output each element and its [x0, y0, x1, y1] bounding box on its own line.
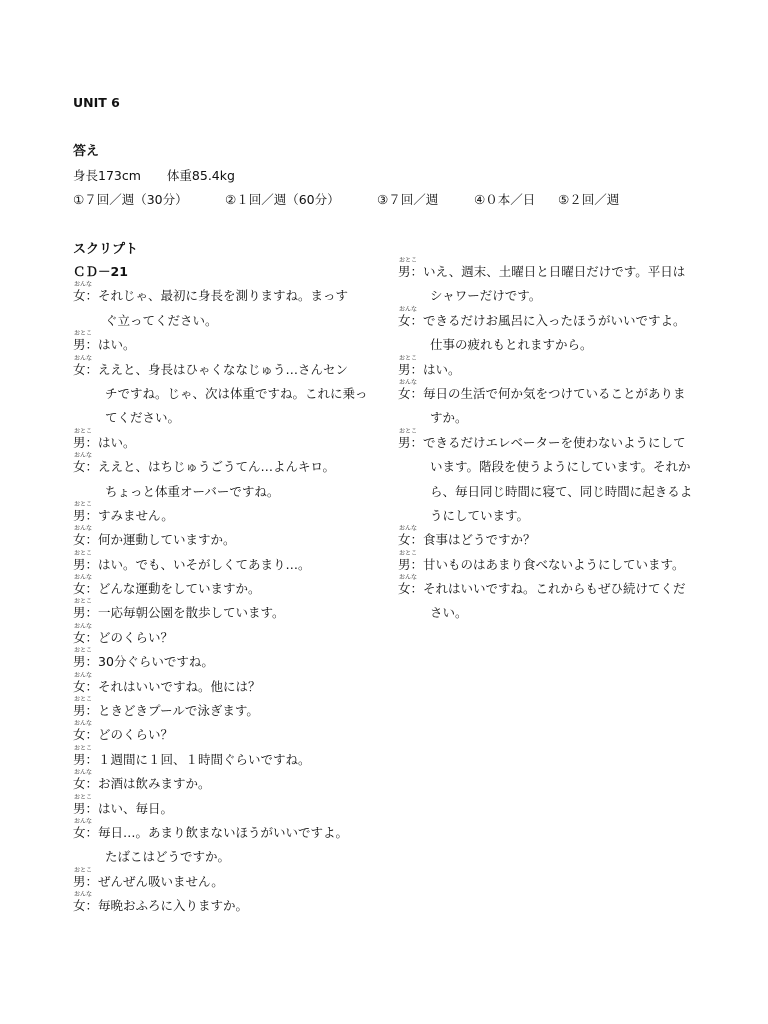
height-value: 173cm [98, 168, 141, 183]
script-line [73, 622, 383, 650]
script-line [398, 549, 698, 577]
speaker-furigana: おんな [74, 622, 93, 630]
script-line [73, 574, 383, 601]
line-text: てください。 [105, 410, 181, 426]
script-line [398, 601, 698, 625]
line-text: さい。 [430, 605, 468, 621]
answer-item: ②１回／週（60分） [225, 192, 340, 207]
line-text: ：ときどきプールで泳ぎます。 [85, 703, 259, 719]
line-text: ：できるだけお風呂に入ったほうがいいですよ。 [410, 312, 686, 328]
speaker-label: 女 [73, 361, 86, 377]
line-text: ：はい。 [85, 434, 136, 450]
line-text: ：それはいいですね。他には？ [85, 678, 261, 694]
script-line [73, 744, 383, 772]
line-text: ：ぜんぜん吸いません。 [85, 873, 224, 889]
weight-value: 85.4kg [191, 168, 235, 183]
speaker-label: 男 [73, 605, 86, 621]
speaker-furigana: おんな [399, 525, 418, 533]
speaker-furigana: おんな [74, 281, 93, 289]
cd-label: ＣＤ－21 [73, 264, 128, 279]
script-line [73, 525, 383, 552]
speaker-label: 男 [73, 507, 86, 523]
speaker-furigana: おとこ [74, 696, 93, 704]
script-line [398, 406, 698, 430]
answer-item: ⑤２回／週 [558, 192, 620, 207]
speaker-furigana: おんな [74, 525, 93, 533]
speaker-label: 女 [73, 459, 86, 475]
speaker-furigana: おんな [399, 378, 418, 386]
speaker-furigana: おとこ [399, 427, 418, 435]
speaker-label: 女 [73, 727, 86, 743]
speaker-furigana: おとこ [399, 549, 418, 557]
line-text: ちょっと体重オーバーですね。 [105, 483, 280, 499]
script-line [73, 549, 383, 577]
speaker-label: 男 [73, 703, 86, 719]
speaker-furigana: おとこ [74, 427, 93, 435]
script-line [73, 281, 383, 308]
script-line [73, 793, 383, 821]
speaker-label: 女 [398, 532, 411, 548]
script-line [73, 647, 383, 674]
line-text: ：１週間に１回、１時間ぐらいですね。 [85, 751, 311, 767]
speaker-furigana: おんな [74, 720, 93, 728]
line-text: います。階段を使うようにしています。それか [430, 459, 691, 475]
script-line [398, 257, 698, 284]
speaker-furigana: おんな [399, 305, 418, 313]
speaker-label: 女 [73, 581, 86, 597]
speaker-furigana: おとこ [74, 793, 93, 801]
script-line [73, 769, 383, 796]
speaker-furigana: おとこ [74, 549, 93, 557]
line-text: 仕事の疲れもとれますから。 [430, 337, 593, 353]
line-text: ：ええと、はちじゅうごうてん…よんキロ。 [85, 459, 336, 475]
speaker-label: 男 [398, 361, 411, 377]
script-line [73, 427, 383, 455]
script-line [73, 720, 383, 747]
speaker-label: 女 [73, 898, 86, 914]
line-text: すか。 [430, 410, 468, 426]
line-text: ：はい。でも、いそがしくてあまり…。 [85, 556, 311, 572]
speaker-label: 男 [73, 751, 86, 767]
script-line [73, 866, 383, 894]
weight-label: 体重 [166, 168, 192, 183]
line-text: ：はい。 [85, 337, 136, 353]
speaker-label: 女 [73, 288, 86, 304]
line-text: ：一応毎朝公園を散歩しています。 [85, 605, 285, 621]
line-text: ら、毎日同じ時間に寝て、同じ時間に起きるよ [430, 483, 693, 499]
speaker-furigana: おとこ [399, 257, 418, 264]
script-line [73, 382, 383, 406]
line-text: ：ええと、身長はひゃくななじゅう…さんセン [85, 361, 349, 377]
speaker-label: 男 [398, 264, 411, 279]
speaker-furigana: おんな [74, 817, 93, 825]
speaker-label: 男 [73, 800, 86, 816]
line-text: ：どのくらい？ [85, 629, 174, 645]
speaker-label: 女 [73, 532, 86, 548]
script-line [73, 500, 383, 528]
script-line [73, 309, 383, 333]
line-text: ：すみません。 [85, 507, 174, 523]
speaker-furigana: おとこ [74, 744, 93, 752]
speaker-furigana: おとこ [399, 354, 418, 362]
line-text: ：どんな運動をしていますか。 [85, 581, 261, 597]
line-text: ：できるだけエレベーターを使わないようにして [410, 434, 686, 450]
speaker-label: 男 [73, 434, 86, 450]
speaker-furigana: おんな [74, 671, 93, 679]
speaker-label: 女 [398, 581, 411, 597]
script-line [73, 354, 383, 382]
line-text: ：毎日…。あまり飲まないほうがいいですよ。 [85, 824, 349, 840]
line-text: ：30分ぐらいですね。 [85, 654, 214, 670]
answer-item: ①７回／週（30分） [73, 192, 188, 207]
line-text: ：いえ、週末、土曜日と日曜日だけです。平日は [410, 264, 686, 279]
speaker-label: 男 [398, 434, 411, 450]
script-line [398, 378, 698, 406]
speaker-furigana: おとこ [74, 500, 93, 508]
speaker-furigana: おとこ [74, 647, 93, 655]
speaker-label: 男 [73, 873, 86, 889]
speaker-label: 女 [73, 629, 86, 645]
script-line [398, 333, 698, 357]
speaker-furigana: おんな [74, 354, 93, 362]
speaker-furigana: おんな [74, 574, 93, 582]
height-label: 身長 [73, 168, 99, 183]
speaker-label: 男 [73, 654, 86, 670]
answer-item: ③７回／週 [377, 192, 439, 207]
speaker-furigana: おとこ [74, 330, 93, 338]
script-line [73, 598, 383, 625]
speaker-label: 女 [398, 385, 411, 401]
answers-list [73, 190, 619, 208]
speaker-label: 男 [73, 556, 86, 572]
script-right-column [398, 257, 698, 626]
script-line [73, 452, 383, 479]
script-line [73, 891, 383, 918]
speaker-label: 男 [398, 556, 411, 572]
line-text: ：どのくらい？ [85, 727, 174, 743]
script-line [398, 354, 698, 382]
line-text: ：何か運動していますか。 [85, 532, 236, 548]
speaker-furigana: おんな [74, 452, 93, 460]
speaker-furigana: おんな [74, 891, 93, 899]
script-line [73, 480, 383, 504]
script-heading: スクリプト [73, 242, 139, 257]
line-text: ：お酒は飲みますか。 [85, 776, 211, 792]
answer-item: ④０本／日 [474, 192, 536, 207]
script-line [398, 455, 698, 479]
unit-title: UNIT 6 [73, 95, 120, 110]
line-text: たばこはどうですか。 [105, 849, 231, 865]
speaker-furigana: おんな [74, 769, 93, 777]
line-text: ：甘いものはあまり食べないようにしています。 [410, 556, 685, 572]
script-line [398, 284, 698, 308]
script-line [73, 330, 383, 357]
line-text: ：はい。 [410, 361, 461, 377]
line-text: ：それはいいですね。これからもぜひ続けてくだ [410, 581, 686, 597]
speaker-furigana: おとこ [74, 598, 93, 606]
script-line [398, 525, 698, 552]
speaker-furigana: おとこ [74, 866, 93, 874]
script-line [398, 480, 698, 504]
answers-heading: 答え [73, 144, 100, 159]
script-left-column [73, 260, 383, 919]
line-text: ぐ立ってください。 [105, 312, 218, 328]
script-line [73, 671, 383, 699]
speaker-label: 女 [398, 312, 411, 328]
script-line [398, 504, 698, 528]
script-line [73, 845, 383, 869]
script-line [398, 305, 698, 333]
script-line [398, 574, 698, 601]
line-text: ：毎晩おふろに入りますか。 [85, 898, 249, 914]
script-line [73, 696, 383, 723]
script-line [73, 406, 383, 430]
script-line [398, 427, 698, 455]
speaker-furigana: おんな [399, 574, 418, 582]
line-text: うにしています。 [430, 507, 530, 523]
line-text: ：食事はどうですか？ [410, 532, 536, 548]
script-line [73, 817, 383, 845]
line-text: ：はい、毎日。 [85, 800, 174, 816]
speaker-label: 女 [73, 776, 86, 792]
line-text: チですね。じゃ、次は体重ですね。これに乗っ [105, 385, 368, 401]
speaker-label: 女 [73, 678, 86, 694]
line-text: シャワーだけです。 [430, 288, 542, 304]
speaker-label: 男 [73, 337, 86, 353]
line-text: ：毎日の生活で何か気をつけていることがありま [410, 385, 686, 401]
answers-measurements [73, 166, 235, 184]
line-text: ：それじゃ、最初に身長を測りますね。まっす [85, 288, 349, 304]
speaker-label: 女 [73, 824, 86, 840]
